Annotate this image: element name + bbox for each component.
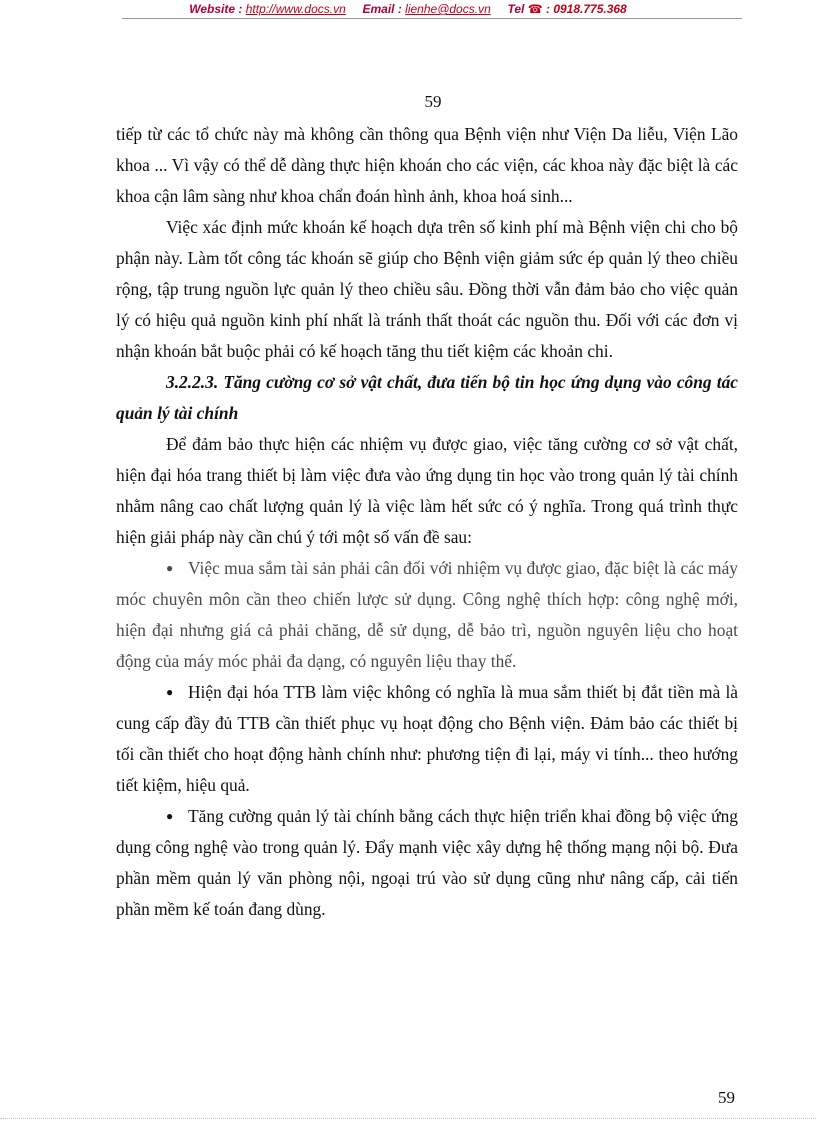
- website-link[interactable]: http://www.docs.vn: [245, 2, 346, 16]
- bullet-item: [116, 677, 738, 801]
- bullet-text: Việc mua sắm tài sản phải cân đối với nhiệm vụ được giao, đặc biệt là các máy móc chuyên môn cần theo chiến lược sử dụng. Công nghệ thích hợp: công nghệ mới, hiện đại nhưng giá cả phải chăng, dễ sử dụng, dễ bảo trì, nguồn nguyên liệu cho hoạt động của máy móc phải đa dạng, có nguyên liệu thay thế.: [116, 558, 738, 671]
- header-divider: [122, 18, 742, 19]
- tel-label: Tel: [507, 2, 525, 16]
- section-heading: 3.2.2.3. Tăng cường cơ sở vật chất, đưa tiến bộ tin học ứng dụng vào công tác quản lý tài chính: [116, 372, 738, 423]
- email-separator: :: [397, 2, 402, 16]
- bullet-icon: ●: [166, 561, 174, 575]
- page-number-bottom: 59: [718, 1088, 735, 1107]
- tel-value: : 0918.775.368: [545, 2, 627, 16]
- telephone-icon: ☎: [527, 2, 543, 16]
- bullet-item: [116, 553, 738, 677]
- page-number-top: 59: [424, 92, 442, 111]
- paragraph-khoan: Việc xác định mức khoán kế hoạch dựa trên số kinh phí mà Bệnh viện chi cho bộ phận này. Làm tốt công tác khoán sẽ giúp cho Bệnh viện giảm sức ép quản lý theo chiều rộng, tập trung nguồn lực quản lý theo chiều sâu. Đồng thời vẫn đảm bảo cho việc quản lý có hiệu quả nguồn kinh phí nhất là tránh thất thoát các nguồn thu. Đối với các đơn vị nhận khoán bắt buộc phải có kế hoạch tăng thu tiết kiệm các khoản chi.: [116, 217, 738, 361]
- footer-divider: [0, 1118, 816, 1119]
- bullet-icon: ●: [166, 809, 174, 823]
- paragraph-continuation: tiếp từ các tổ chức này mà không cần thông qua Bệnh viện như Viện Da liễu, Viện Lão khoa ... Vì vậy có thể dễ dàng thực hiện khoán cho các viện, các khoa này đặc biệt là các khoa cận lâm sàng như khoa chẩn đoán hình ảnh, khoa hoá sinh...: [116, 124, 738, 206]
- email-label: Email: [362, 2, 395, 16]
- bullet-item: [116, 801, 738, 925]
- document-body: [116, 119, 738, 925]
- email-link[interactable]: lienhe@docs.vn: [405, 2, 491, 16]
- paragraph-intro: Để đảm bảo thực hiện các nhiệm vụ được giao, việc tăng cường cơ sở vật chất, hiện đại hóa trang thiết bị làm việc đưa vào ứng dụng tin học vào trong quản lý tài chính nhằm nâng cao chất lượng quản lý là việc làm hết sức có ý nghĩa. Trong quá trình thực hiện giải pháp này cần chú ý tới một số vấn đề sau:: [116, 434, 738, 547]
- bullet-icon: ●: [166, 685, 174, 699]
- bullet-text: Tăng cường quản lý tài chính bằng cách thực hiện triển khai đồng bộ việc ứng dụng công nghệ vào trong quản lý. Đẩy mạnh việc xây dựng hệ thống mạng nội bộ. Đưa phần mềm quản lý văn phòng nội, ngoại trú vào sử dụng cũng như nâng cấp, cải tiến phần mềm kế toán đang dùng.: [116, 806, 738, 919]
- bullet-text: Hiện đại hóa TTB làm việc không có nghĩa là mua sắm thiết bị đắt tiền mà là cung cấp đầy đủ TTB cần thiết phục vụ hoạt động cho Bệnh viện. Đảm bảo các thiết bị tối cần thiết cho hoạt động hành chính như: phương tiện đi lại, máy vi tính... theo hướng tiết kiệm, hiệu quả.: [116, 682, 738, 795]
- page-header: [0, 0, 816, 20]
- website-label: Website :: [189, 2, 243, 16]
